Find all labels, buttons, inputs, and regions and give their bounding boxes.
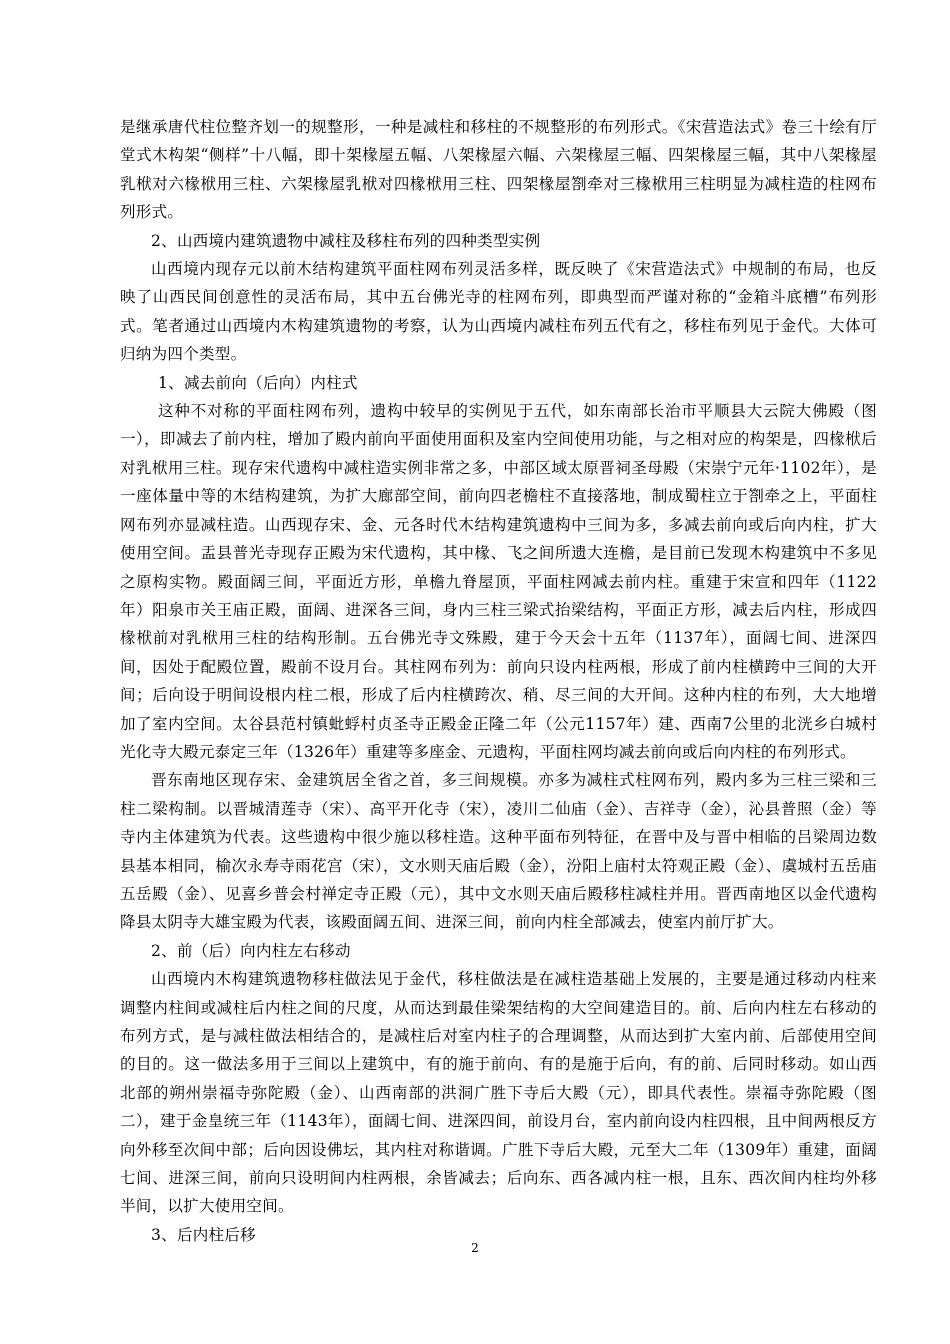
subheading-2: 2、前（后）向内柱左右移动 [151,941,351,960]
paragraph-overview: 山西境内现存元以前木结构建筑平面柱网布列灵活多样，既反映了《宋营造法式》中规制的布局，也反映了山西民间创意性的灵活布局，其中五台佛光寺的柱网布列，即典型而严谨对称的“金箱斗底槽”布列形式。笔者通过山西境内木构建筑遗物的考察，认为山西境内减柱布列五代有之，移柱布列见于金代。大体可归纳为四个类型。 [120,260,877,364]
paragraph-type-2: 山西境内木构建筑遗物移柱做法见于金代，移柱做法是在减柱造基础上发展的，主要是通过移动内柱来调整内柱间或减柱后内柱之间的尺度，从而达到最佳梁架结构的大空间建造目的。前、后向内柱左右移动的布列方式，是与减柱做法相结合的，是减柱后对室内柱子的合理调整，从而达到扩大室内前、后部使用空间的目的。这一做法多用于三间以上建筑中，有的施于前向、有的是施于后向，有的前、后同时移动。如山西北部的朔州崇福寺弥陀殿（金）、山西南部的洪洞广胜下寺后大殿（元），即具代表性。崇福寺弥陀殿（图二），建于金皇统三年（1143年），面阔七间、进深四间，前设月台，室内前向设内柱四根，且中间两根反方向外移至次间中部；后向因设佛坛，其内柱对称谐调。广胜下寺后大殿，元至大二年（1309年）重建，面阔七间、进深三间，前向只设明间内柱两根，余皆减去；后向东、西各减内柱一根，且东、西次间内柱均外移半间，以扩大使用空间。 [120,970,877,1216]
paragraph-southeast: 晋东南地区现存宋、金建筑居全省之首，多三间规模。亦多为减柱式柱网布列，殿内多为三柱三梁和三柱二梁构制。以晋城清莲寺（宋）、高平开化寺（宋），凌川二仙庙（金）、吉祥寺（金），沁县普照（金）等寺内主体建筑为代表。这些遗构中很少施以移柱造。这种平面布列特征，在晋中及与晋中相临的吕梁周边数县基本相同，榆次永寿寺雨花宫（宋），文水则天庙后殿（金），汾阳上庙村太符观正殿（金）、虞城村五岳庙五岳殿（金）、见喜乡普会村禅定寺正殿（元），其中文水则天庙后殿移柱减柱并用。晋西南地区以金代遗构降县太阴寺大雄宝殿为代表，该殿面阔五间、进深三间，前向内柱全部减去，使室内前厅扩大。 [120,771,877,932]
paragraph-intro: 是继承唐代柱位整齐划一的规整形，一种是减柱和移柱的不规整形的布列形式。《宋营造法式》卷三十绘有厅堂式木构架“侧样”十八幅，即十架椽屋五幅、八架椽屋六幅、六架椽屋三幅、四架椽屋三幅，其中八架椽屋乳栿对六椽栿用三柱、六架椽屋乳栿对四椽栿用三柱、四架椽屋劄牵对三椽栿用三柱明显为减柱造的柱网布列形式。 [120,118,877,222]
page-number: 2 [471,1241,479,1255]
document-body [120,113,877,1249]
subheading-3: 3、后内柱后移 [151,1225,256,1244]
section-heading-2: 2、山西境内建筑遗物中减柱及移柱布列的四种类型实例 [151,231,541,250]
paragraph-type-1: 这种不对称的平面柱网布列，遗构中较早的实例见于五代，如东南部长治市平顺县大云院大佛殿（图一），即减去了前内柱，增加了殿内前向平面使用面积及室内空间使用功能，与之相对应的构架是，四椽栿后对乳栿用三柱。现存宋代遗构中减柱造实例非常之多，中部区域太原晋祠圣母殿（宋崇宁元年·1102年），是一座体量中等的木结构建筑，为扩大廊部空间，前向四老檐柱不直接落地，制成蜀柱立于劄牵之上，平面柱网布列亦显减柱造。山西现存宋、金、元各时代木结构建筑遗构中三间为多，多减去前向或后向内柱，扩大使用空间。盂县普光寺现存正殿为宋代遗构，其中椽、飞之间所遗大连檐，是目前已发现木构建筑中不多见之原构实物。殿面阔三间，平面近方形，单檐九脊屋顶，平面柱网减去前内柱。重建于宋宣和四年（1122年）阳泉市关王庙正殿，面阔、进深各三间，身内三柱三梁式抬梁结构，平面正方形，减去后内柱，形成四椽栿前对乳栿用三柱的结构形制。五台佛光寺文殊殿，建于今天会十五年（1137年），面阔七间、进深四间，因处于配殿位置，殿前不设月台。其柱网布列为：前向只设内柱两根，形成了前内柱横跨中三间的大开间；后向设于明间设根内柱二根，形成了后内柱横跨次、稍、尽三间的大开间。这种内柱的布列，大大地增加了室内空间。太谷县范村镇蚍蜉村贞圣寺正殿金正隆二年（公元1157年）建、西南7公里的北洸乡白城村光化寺大殿元泰定三年（1326年）重建等多座金、元遗构，平面柱网均减去前向或后向内柱的布列形式。 [120,402,877,761]
subheading-1: 1、减去前向（后向）内柱式 [158,373,358,392]
